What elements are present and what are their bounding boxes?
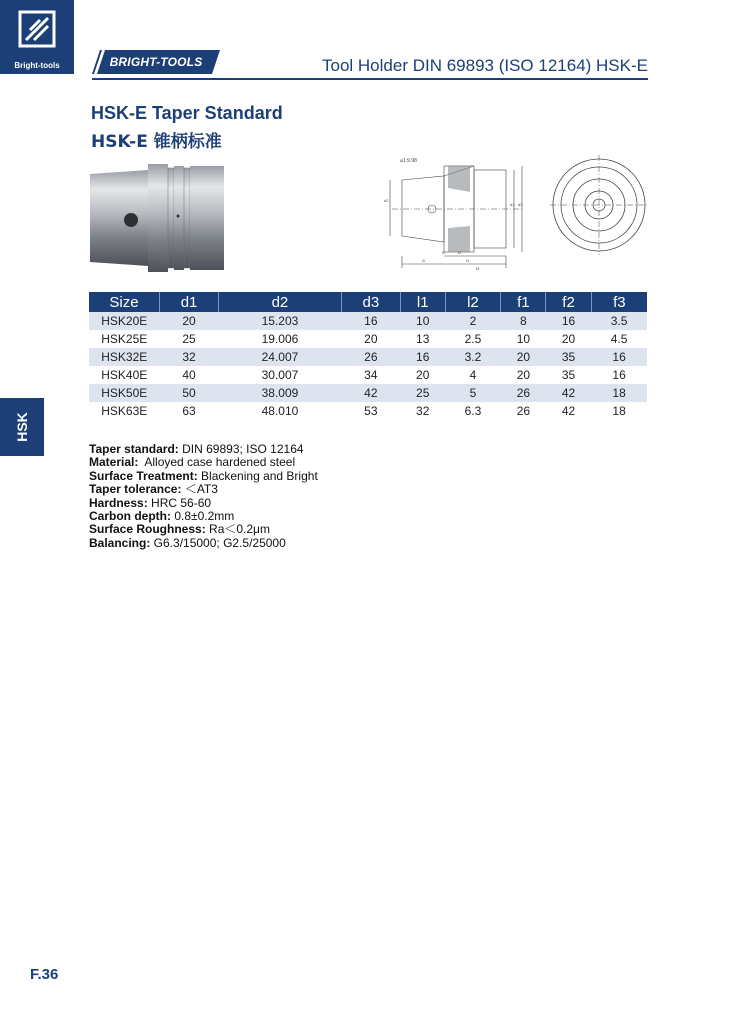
column-header: d2 bbox=[219, 292, 342, 312]
table-cell: 32 bbox=[160, 348, 219, 366]
table-row bbox=[89, 366, 647, 384]
table-cell: HSK25E bbox=[101, 332, 148, 346]
table-cell: 26 bbox=[501, 384, 546, 402]
drawing-dim-label: f1 bbox=[466, 258, 470, 263]
table-cell: 3.5 bbox=[591, 312, 647, 330]
table-cell: 16 bbox=[591, 348, 647, 366]
table-cell: 50 bbox=[160, 384, 219, 402]
brand-badge bbox=[92, 50, 220, 74]
spec-key: Material: bbox=[89, 455, 139, 470]
table-cell: 48.010 bbox=[261, 404, 299, 418]
table-cell: HSK63E bbox=[101, 404, 148, 418]
table-cell: 35 bbox=[546, 348, 591, 366]
spec-value: ＜AT3 bbox=[181, 482, 218, 497]
column-header: l2 bbox=[445, 292, 501, 312]
page-header-title: Tool Holder DIN 69893 (ISO 12164) HSK-E bbox=[322, 56, 648, 75]
table-cell: 18 bbox=[612, 404, 626, 418]
technical-drawing bbox=[372, 152, 532, 272]
table-cell: 42 bbox=[561, 404, 576, 418]
column-header: f1 bbox=[501, 292, 546, 312]
table-cell: 26 bbox=[516, 404, 531, 418]
table-cell: 53 bbox=[364, 404, 378, 418]
spec-value: Blackening and Bright bbox=[197, 468, 318, 483]
spec-value: DIN 69893; ISO 12164 bbox=[178, 442, 304, 456]
table-cell: 20 bbox=[516, 368, 531, 382]
spec-key: Carbon depth: bbox=[89, 509, 171, 524]
table-cell: 42 bbox=[546, 384, 591, 402]
table-row bbox=[89, 330, 647, 348]
drawing-dim-label: f3 bbox=[476, 266, 480, 271]
table-cell: 16 bbox=[400, 348, 445, 366]
spec-line bbox=[89, 456, 318, 469]
column-header: d3 bbox=[341, 292, 400, 312]
column-header: Size bbox=[89, 292, 160, 312]
logo bbox=[0, 0, 74, 74]
table-cell: 20 bbox=[364, 332, 378, 346]
table-row bbox=[89, 402, 647, 420]
table-cell: 20 bbox=[501, 348, 546, 366]
spec-list bbox=[89, 443, 318, 550]
table-cell: HSK32E bbox=[89, 348, 160, 366]
page-number: F.36 bbox=[30, 966, 59, 983]
spec-line bbox=[89, 443, 318, 456]
table-cell: 19.006 bbox=[261, 332, 299, 346]
drawing-dim-label: l2 bbox=[442, 250, 446, 255]
table-cell: HSK20E bbox=[89, 312, 160, 330]
spec-key: Taper tolerance: bbox=[89, 482, 182, 497]
spec-line bbox=[89, 523, 318, 536]
table-cell: 10 bbox=[516, 332, 531, 346]
table-row bbox=[89, 312, 647, 330]
spec-value: Ra＜0.2μm bbox=[205, 522, 270, 537]
table-cell: HSK40E bbox=[101, 368, 148, 382]
table-cell: 63 bbox=[182, 404, 196, 418]
drawing-label-top: ⌀1:9.98 bbox=[400, 158, 417, 164]
table-cell: 18 bbox=[591, 384, 647, 402]
spec-table bbox=[89, 292, 647, 420]
section-title: HSK-E Taper Standard bbox=[91, 103, 283, 123]
table-row bbox=[89, 348, 647, 366]
table-cell: 30.007 bbox=[261, 368, 299, 382]
spec-value: Alloyed case hardened steel bbox=[138, 455, 296, 470]
spec-value: 0.8±0.2mm bbox=[171, 509, 235, 524]
table-cell: 4 bbox=[469, 368, 477, 382]
section-title-cn: HSK-E 锥柄标准 bbox=[91, 132, 222, 152]
table-cell: 40 bbox=[182, 368, 196, 382]
bright-tools-logo-icon bbox=[0, 0, 74, 60]
table-header-row bbox=[89, 292, 647, 312]
table-cell: 13 bbox=[416, 332, 430, 346]
side-tab-hsk bbox=[0, 398, 44, 456]
table-cell: 20 bbox=[561, 332, 576, 346]
table-cell: 20 bbox=[416, 368, 430, 382]
table-cell: 6.3 bbox=[464, 404, 482, 418]
table-cell: HSK50E bbox=[89, 384, 160, 402]
spec-line bbox=[89, 510, 318, 523]
spec-key: Surface Treatment: bbox=[89, 468, 198, 483]
drawing-dim-label: f2 bbox=[458, 250, 462, 255]
spec-line bbox=[89, 470, 318, 483]
table-cell: 38.009 bbox=[219, 384, 342, 402]
table-cell: 2.5 bbox=[464, 332, 482, 346]
spec-value: G6.3/15000; G2.5/25000 bbox=[150, 535, 286, 550]
logo-text: Bright-tools bbox=[14, 61, 60, 70]
header-divider bbox=[92, 78, 648, 80]
brand-badge-label: BRIGHT-TOOLS bbox=[109, 55, 203, 69]
table-cell: 8 bbox=[501, 312, 546, 330]
end-view-drawing bbox=[550, 155, 648, 255]
spec-line bbox=[89, 483, 318, 496]
table-cell: 2 bbox=[445, 312, 501, 330]
table-cell: 3.2 bbox=[445, 348, 501, 366]
drawing-dim-label: d1 bbox=[510, 202, 515, 207]
table-cell: 4.5 bbox=[610, 332, 628, 346]
table-cell: 20 bbox=[160, 312, 219, 330]
spec-key: Taper standard: bbox=[89, 442, 179, 456]
drawing-dim-label: d2 bbox=[384, 198, 389, 203]
column-header: l1 bbox=[400, 292, 445, 312]
drawing-dim-label: d3 bbox=[518, 202, 523, 207]
table-row bbox=[89, 384, 647, 402]
column-header: f3 bbox=[591, 292, 647, 312]
column-header: f2 bbox=[546, 292, 591, 312]
table-cell: 10 bbox=[400, 312, 445, 330]
table-cell: 35 bbox=[561, 368, 576, 382]
side-tab-label: HSK bbox=[14, 412, 30, 442]
table-cell: 15.203 bbox=[219, 312, 342, 330]
product-photo bbox=[88, 162, 226, 274]
table-cell: 25 bbox=[182, 332, 196, 346]
spec-key: Hardness: bbox=[89, 495, 148, 510]
table-cell: 34 bbox=[364, 368, 378, 382]
drawing-dim-label: l1 bbox=[422, 258, 426, 263]
table-cell: 24.007 bbox=[219, 348, 342, 366]
spec-key: Surface Roughness: bbox=[89, 522, 206, 537]
spec-line bbox=[89, 497, 318, 510]
table-cell: 16 bbox=[546, 312, 591, 330]
table-cell: 16 bbox=[341, 312, 400, 330]
table-cell: 25 bbox=[400, 384, 445, 402]
spec-value: HRC 56-60 bbox=[147, 495, 212, 510]
column-header: d1 bbox=[160, 292, 219, 312]
table-cell: 5 bbox=[445, 384, 501, 402]
spec-line bbox=[89, 537, 318, 550]
table-cell: 42 bbox=[341, 384, 400, 402]
table-cell: 32 bbox=[416, 404, 430, 418]
table-cell: 26 bbox=[341, 348, 400, 366]
spec-key: Balancing: bbox=[89, 535, 151, 550]
table-cell: 16 bbox=[612, 368, 626, 382]
